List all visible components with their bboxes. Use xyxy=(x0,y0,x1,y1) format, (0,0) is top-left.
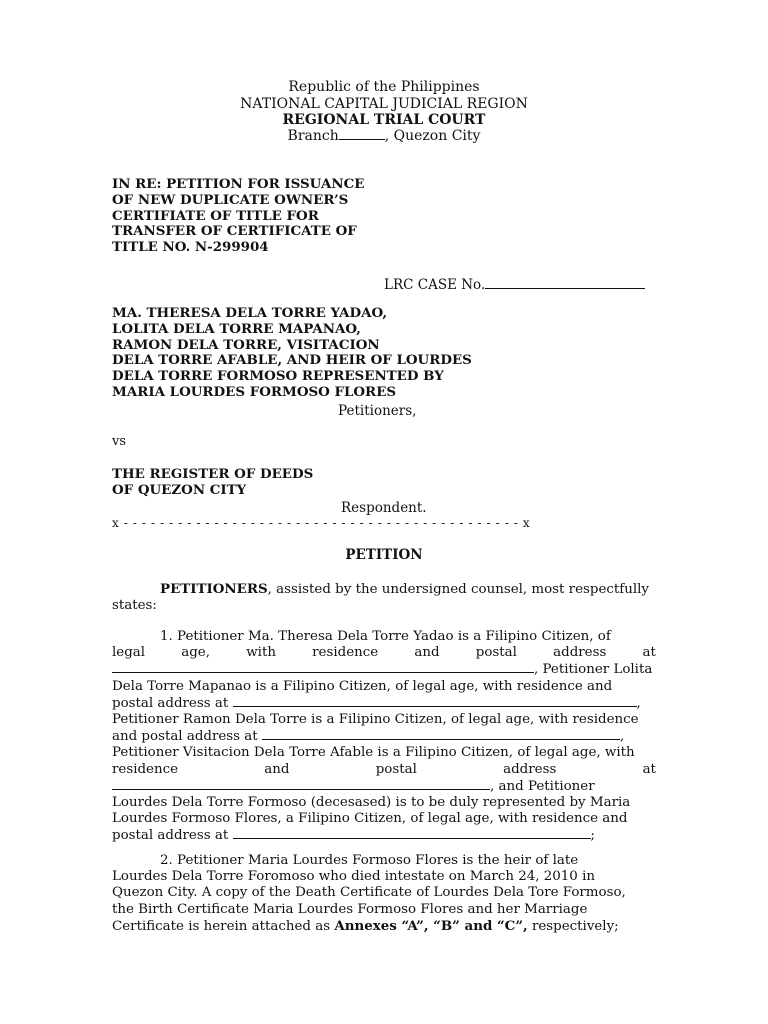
lrc-case-number xyxy=(384,276,645,293)
petitioner-line: MA. THERESA DELA TORRE YADAO, xyxy=(112,305,388,321)
header-republic: Republic of the Philippines xyxy=(288,79,480,95)
respondent-line: THE REGISTER OF DEEDS xyxy=(112,466,314,482)
address-blank xyxy=(112,778,490,790)
branch-blank xyxy=(339,128,385,140)
header-court: REGIONAL TRIAL COURT xyxy=(282,112,486,128)
p1-line: Petitioner Visitacion Dela Torre Afable is a Filipino Citizen, of legal age, with xyxy=(112,745,635,761)
p1-line: postal address at xyxy=(112,695,229,711)
versus: vs xyxy=(112,434,127,449)
respondent-line: OF QUEZON CITY xyxy=(112,481,247,498)
p1-justified-line xyxy=(112,762,656,778)
word: address xyxy=(553,645,607,661)
p1-line: 1. Petitioner Ma. Theresa Dela Torre Yadao is a Filipino Citizen, of xyxy=(160,629,611,644)
paragraph-2 xyxy=(112,853,656,935)
lrc-case-label: LRC CASE No. xyxy=(384,277,486,293)
branch-city: , Quezon City xyxy=(384,128,481,144)
divider-start: x xyxy=(112,516,120,530)
petitioner-line: RAMON DELA TORRE, VISITACION xyxy=(112,336,380,353)
address-blank xyxy=(233,695,637,707)
p1-comma: , xyxy=(619,729,625,745)
p1-line: Lourdes Formoso Flores, a Filipino Citizen, of legal age, with residence and xyxy=(112,811,628,827)
petitioners-role: Petitioners, xyxy=(338,403,417,419)
paragraph-1 xyxy=(112,629,656,845)
word: address xyxy=(503,761,557,777)
p1-line: , and Petitioner xyxy=(490,778,595,794)
word: postal xyxy=(475,645,517,661)
p2-line: 2. Petitioner Maria Lourdes Formoso Flores is the heir of late xyxy=(160,853,579,868)
address-blank xyxy=(262,728,620,740)
caption-divider xyxy=(112,516,562,530)
case-caption xyxy=(112,177,364,256)
p1-line: , Petitioner Lolita xyxy=(534,662,653,678)
p2-line: Quezon City. A copy of the Death Certificate of Lourdes Dela Tore Formoso, xyxy=(112,885,626,901)
branch-label: Branch xyxy=(287,128,339,144)
p1-line: Petitioner Ramon Dela Torre is a Filipino Citizen, of legal age, with residence xyxy=(112,712,639,728)
word: and xyxy=(264,761,290,777)
p1-semicolon: ; xyxy=(590,828,596,844)
intro-line-2: states: xyxy=(112,598,157,614)
p1-line: and postal address at xyxy=(112,729,258,745)
caption-line: IN RE: PETITION FOR ISSUANCE xyxy=(112,176,365,192)
header-branch xyxy=(0,128,768,145)
annexes-reference: Annexes “A”, “B” and “C”, xyxy=(334,917,528,934)
caption-line: TRANSFER OF CERTIFICATE OF xyxy=(112,223,357,240)
p1-justified-line xyxy=(112,645,656,661)
respondent-role: Respondent. xyxy=(341,500,427,516)
caption-line: TITLE NO. N-299904 xyxy=(112,239,269,256)
word: residence xyxy=(112,761,179,777)
word: and xyxy=(414,645,440,661)
word: at xyxy=(642,645,656,661)
petitioner-line: MARIA LOURDES FORMOSO FLORES xyxy=(112,383,397,400)
petitioner-line: LOLITA DELA TORRE MAPANAO, xyxy=(112,320,361,337)
word: age, xyxy=(181,645,210,661)
respondent-block xyxy=(112,467,313,499)
divider-end: x xyxy=(522,516,531,530)
p2-line: the Birth Certificate Maria Lourdes Formoso Flores and her Marriage xyxy=(112,901,588,917)
petition-title: PETITION xyxy=(345,547,423,563)
petitioner-line: DELA TORRE AFABLE, AND HEIR OF LOURDES xyxy=(112,352,472,369)
divider-dashes: - - - - - - - - - - - - - - - - - - - - - - - - - - - - - - - - - - - - - - - - - - - - xyxy=(123,516,519,530)
p1-comma: , xyxy=(636,695,641,711)
petitioner-line: DELA TORRE FORMOSO REPRESENTED BY xyxy=(112,368,444,385)
intro-paragraph xyxy=(112,581,656,614)
lrc-case-blank xyxy=(485,276,645,289)
word: legal xyxy=(112,645,146,661)
p1-line: postal address at xyxy=(112,828,229,844)
intro-text: , assisted by the undersigned counsel, most respectfully xyxy=(267,582,649,597)
p1-line: Dela Torre Mapanao is a Filipino Citizen, of legal age, with residence and xyxy=(112,678,613,694)
petitioners-block xyxy=(112,306,472,401)
word: residence xyxy=(312,645,379,661)
address-blank xyxy=(233,827,591,839)
caption-line: OF NEW DUPLICATE OWNER’S xyxy=(112,191,349,208)
intro-lead: PETITIONERS xyxy=(160,581,268,597)
caption-line: CERTIFIATE OF TITLE FOR xyxy=(112,207,319,224)
word: with xyxy=(246,645,276,661)
p1-line: Lourdes Dela Torre Formoso (decesased) is to be duly represented by Maria xyxy=(112,795,631,811)
header-region: NATIONAL CAPITAL JUDICIAL REGION xyxy=(240,96,528,112)
word: postal xyxy=(375,761,417,777)
p2-line: respectively; xyxy=(527,918,619,934)
p2-line: Lourdes Dela Torre Foromoso who died intestate on March 24, 2010 in xyxy=(112,869,595,885)
p2-line: Certificate is herein attached as xyxy=(112,918,335,934)
word: at xyxy=(642,761,656,777)
address-blank xyxy=(112,661,534,673)
